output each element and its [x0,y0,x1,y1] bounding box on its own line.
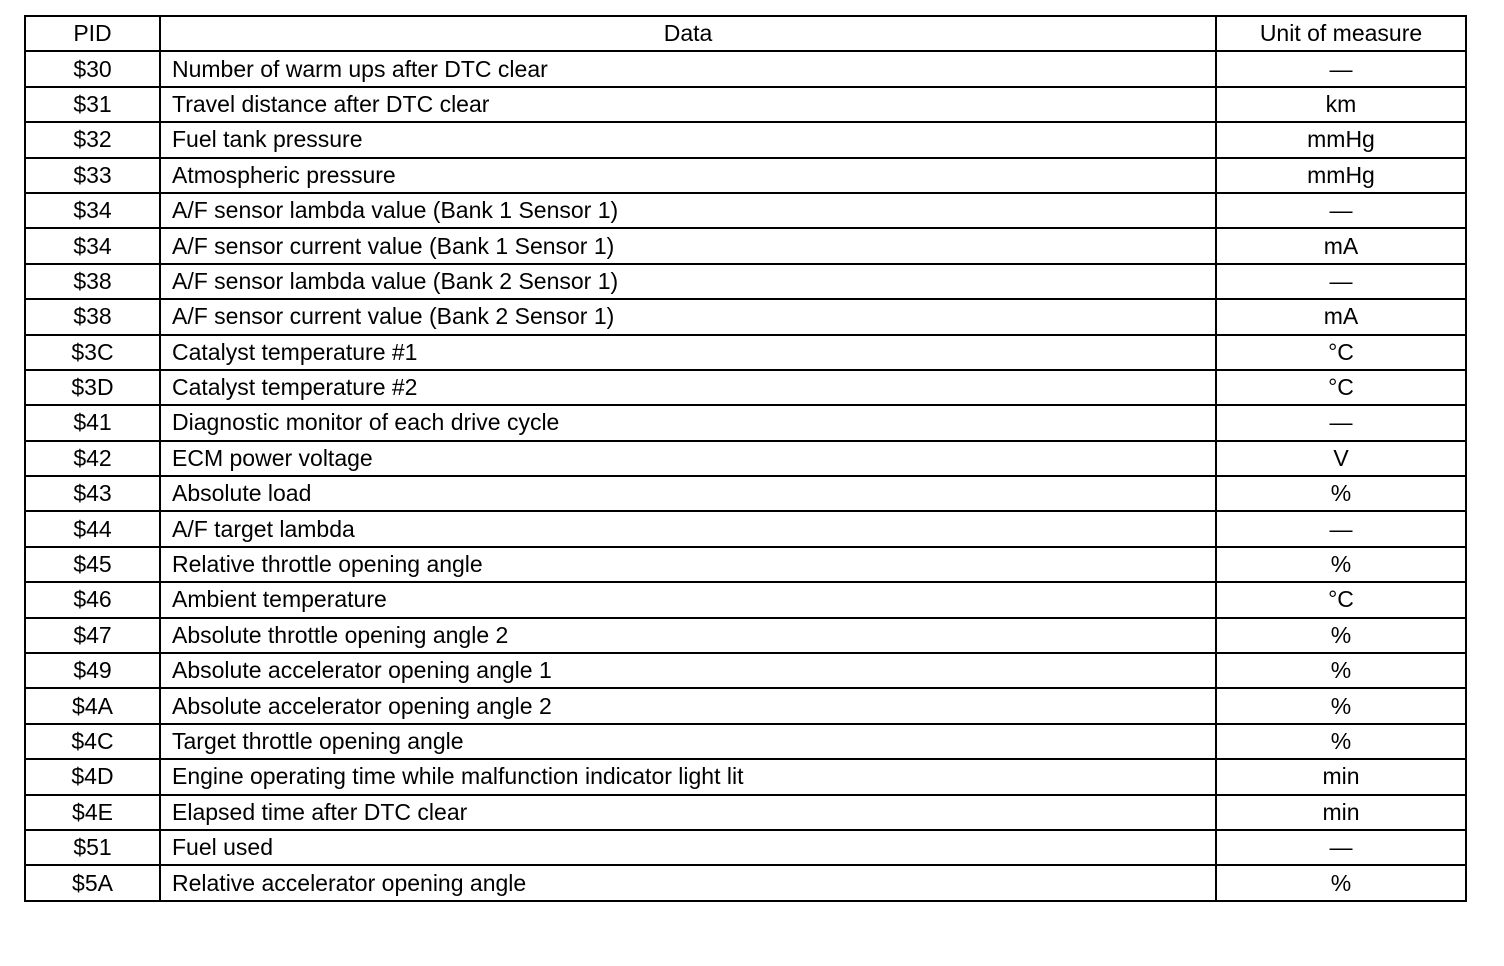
unit-cell: mA [1216,299,1466,334]
data-cell: Number of warm ups after DTC clear [160,51,1216,86]
table-row [25,865,1466,900]
pid-cell: $42 [25,441,160,476]
unit-cell: — [1216,511,1466,546]
table-row [25,795,1466,830]
pid-cell: $41 [25,405,160,440]
pid-cell: $49 [25,653,160,688]
data-cell: Absolute accelerator opening angle 1 [160,653,1216,688]
unit-cell: % [1216,865,1466,900]
pid-cell: $38 [25,264,160,299]
pid-cell: $5A [25,865,160,900]
pid-cell: $4C [25,724,160,759]
data-cell: Absolute load [160,476,1216,511]
data-cell: Travel distance after DTC clear [160,87,1216,122]
unit-cell: % [1216,688,1466,723]
data-cell: Catalyst temperature #1 [160,335,1216,370]
pid-cell: $47 [25,618,160,653]
unit-cell: km [1216,87,1466,122]
pid-cell: $44 [25,511,160,546]
pid-cell: $4E [25,795,160,830]
table-row [25,476,1466,511]
data-cell: Elapsed time after DTC clear [160,795,1216,830]
unit-cell: min [1216,759,1466,794]
table-header-row [25,16,1466,51]
table-row [25,759,1466,794]
table-row [25,511,1466,546]
table-row [25,87,1466,122]
pid-cell: $3D [25,370,160,405]
unit-cell: mmHg [1216,122,1466,157]
data-cell: Ambient temperature [160,582,1216,617]
unit-cell: — [1216,264,1466,299]
unit-cell: V [1216,441,1466,476]
table-row [25,441,1466,476]
table-row [25,264,1466,299]
unit-cell: — [1216,405,1466,440]
data-cell: A/F sensor lambda value (Bank 2 Sensor 1) [160,264,1216,299]
pid-cell: $46 [25,582,160,617]
unit-cell: — [1216,830,1466,865]
pid-cell: $45 [25,547,160,582]
data-cell: Relative accelerator opening angle [160,865,1216,900]
unit-cell: mmHg [1216,158,1466,193]
unit-cell: — [1216,51,1466,86]
pid-cell: $43 [25,476,160,511]
pid-data-table [24,15,1467,902]
pid-cell: $30 [25,51,160,86]
unit-cell: % [1216,653,1466,688]
data-cell: Target throttle opening angle [160,724,1216,759]
table-row [25,228,1466,263]
pid-cell: $4A [25,688,160,723]
table-row [25,653,1466,688]
unit-cell: % [1216,724,1466,759]
table-row [25,618,1466,653]
unit-cell: °C [1216,335,1466,370]
table-row [25,724,1466,759]
header-data: Data [160,16,1216,51]
data-cell: Diagnostic monitor of each drive cycle [160,405,1216,440]
data-cell: A/F target lambda [160,511,1216,546]
pid-cell: $51 [25,830,160,865]
unit-cell: % [1216,618,1466,653]
pid-cell: $31 [25,87,160,122]
table-row [25,335,1466,370]
table-row [25,582,1466,617]
header-unit: Unit of measure [1216,16,1466,51]
header-pid: PID [25,16,160,51]
table-row [25,547,1466,582]
table-body [25,51,1466,900]
table-row [25,688,1466,723]
data-cell: Relative throttle opening angle [160,547,1216,582]
table-row [25,299,1466,334]
pid-cell: $34 [25,193,160,228]
unit-cell: °C [1216,370,1466,405]
pid-cell: $3C [25,335,160,370]
table-row [25,122,1466,157]
data-cell: A/F sensor lambda value (Bank 1 Sensor 1) [160,193,1216,228]
table-row [25,830,1466,865]
data-cell: A/F sensor current value (Bank 2 Sensor 1) [160,299,1216,334]
data-cell: Fuel used [160,830,1216,865]
unit-cell: °C [1216,582,1466,617]
table-row [25,370,1466,405]
table-row [25,158,1466,193]
data-cell: Catalyst temperature #2 [160,370,1216,405]
data-cell: Engine operating time while malfunction indicator light lit [160,759,1216,794]
unit-cell: min [1216,795,1466,830]
unit-cell: % [1216,547,1466,582]
pid-cell: $32 [25,122,160,157]
data-cell: ECM power voltage [160,441,1216,476]
pid-cell: $33 [25,158,160,193]
table-row [25,405,1466,440]
unit-cell: % [1216,476,1466,511]
data-cell: Atmospheric pressure [160,158,1216,193]
data-cell: A/F sensor current value (Bank 1 Sensor 1) [160,228,1216,263]
unit-cell: mA [1216,228,1466,263]
pid-cell: $38 [25,299,160,334]
table-row [25,51,1466,86]
pid-cell: $4D [25,759,160,794]
data-cell: Absolute accelerator opening angle 2 [160,688,1216,723]
data-cell: Absolute throttle opening angle 2 [160,618,1216,653]
data-cell: Fuel tank pressure [160,122,1216,157]
unit-cell: — [1216,193,1466,228]
pid-cell: $34 [25,228,160,263]
table-row [25,193,1466,228]
